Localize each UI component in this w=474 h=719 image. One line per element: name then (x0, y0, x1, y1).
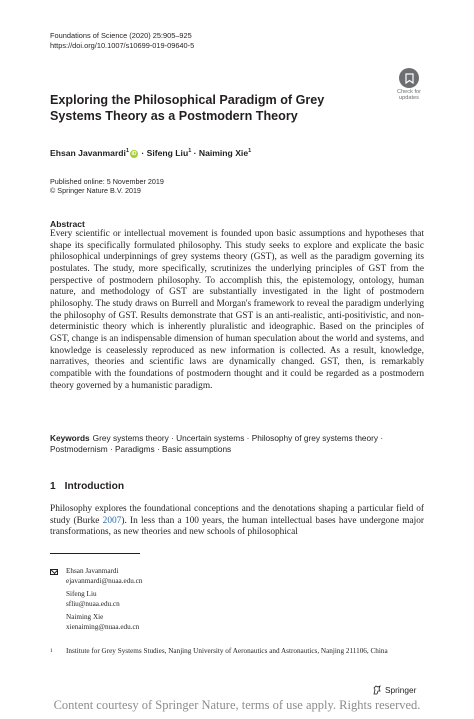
contact-email[interactable]: xienaiming@nuaa.edu.cn (66, 622, 140, 631)
keywords-list: Grey systems theory · Uncertain systems · Philosophy of grey systems theory · Postmodernism · Paradigms · Basic assumptions (50, 433, 384, 454)
copyright: © Springer Nature B.V. 2019 (50, 186, 141, 196)
contact-entry (50, 567, 142, 586)
publisher-name: Springer (385, 685, 417, 695)
author-separator: · (191, 148, 199, 158)
section-heading (50, 481, 124, 492)
envelope-icon (50, 569, 58, 575)
contact-name: Sifeng Liu (66, 590, 97, 599)
affiliation (50, 647, 430, 657)
author-name: Sifeng Liu (146, 148, 189, 158)
introduction-paragraph: Philosophy explores the foundational conceptions and the denotations shaping a particular field of study (Burke 2007). In less than a 100 years, the human intellectual bases have undergone major transformations, as new theories and new schools of philosophical (50, 504, 424, 538)
section-number: 1 (50, 481, 56, 492)
affiliation-text: Institute for Grey Systems Studies, Nanjing University of Aeronautics and Astronautics, Nanjing 211106, China (66, 647, 388, 655)
badge-label: Check for updates (397, 89, 421, 102)
author-name: Ehsan Javanmardi (50, 148, 126, 158)
author-list (50, 148, 251, 158)
contact-name: Ehsan Javanmardi (66, 567, 119, 575)
author-separator: · (139, 148, 147, 158)
affiliation-marker: 1 (50, 648, 53, 654)
doi-link[interactable]: https://doi.org/10.1007/s10699-019-09640-5 (50, 41, 195, 50)
author-affil-marker: 1 (125, 148, 130, 155)
citation-link[interactable]: 2007 (102, 515, 122, 526)
contact-name: Naiming Xie (66, 613, 104, 622)
bookmark-icon (399, 68, 419, 88)
paper-title: Exploring the Philosophical Paradigm of Grey Systems Theory as a Postmodern Theory (50, 93, 325, 123)
courtesy-notice: Content courtesy of Springer Nature, terms of use apply. Rights reserved. (53, 698, 421, 712)
contact-entry (50, 613, 142, 632)
author-affil-marker: 1 (188, 148, 192, 155)
abstract-heading: Abstract (50, 219, 85, 229)
check-for-updates-badge[interactable] (392, 68, 426, 102)
footnote-divider (50, 553, 140, 554)
author-name: Naiming Xie (198, 148, 249, 158)
publication-info (50, 177, 164, 196)
published-date: Published online: 5 November 2019 (50, 177, 164, 186)
corresponding-contacts (50, 567, 142, 637)
abstract-text: Every scientific or intellectual movement is founded upon basic assumptions and hypotheses that shape its specifically formulated philosophy. This study seeks to explore and explicate the basic philosophical underpinnings of grey systems theory (GST), as well as the paradigm governing its postulates. The study, more specifically, scrutinizes the underlying principles of GST from the perspective of postmodern philosophy. To accomplish this, the epistemology, ontology, human nature, and methodology of GST are substantially investigated in the light of postmodern philosophy. The study draws on Burrell and Morgan's framework to reveal the paradigm underlying the philosophy of GST. Results demonstrate that GST is an anti-realistic, anti-positivistic, and non-deterministic theory which is inherently pluralistic and ideographic. Based on the principles of GST, change is an indispensable dimension of human speculation about the world and systems, and knowledge is ceaselessly reproduced as new information is collected. As a result, knowledge, narratives, theories and scientific laws are dynamically changed. GST, then, is remarkably compatible with the foundations of postmodern thought and it could be regarded as a postmodern theory governed by a humanistic paradigm. (50, 229, 424, 391)
author-affil-marker: 1 (248, 148, 252, 155)
contact-email[interactable]: sfliu@nuaa.edu.cn (66, 599, 120, 608)
contact-entry (50, 590, 142, 609)
keywords-label: Keywords (50, 433, 90, 443)
journal-citation: Foundations of Science (2020) 25:905–925 (50, 31, 192, 40)
journal-header (50, 31, 194, 51)
publisher-logo (372, 685, 416, 695)
orcid-icon[interactable]: iD (131, 151, 137, 157)
contact-email[interactable]: ejavanmardi@nuaa.edu.cn (66, 576, 143, 585)
springer-horse-icon (372, 685, 382, 695)
section-title: Introduction (64, 481, 125, 492)
keywords (50, 433, 424, 455)
